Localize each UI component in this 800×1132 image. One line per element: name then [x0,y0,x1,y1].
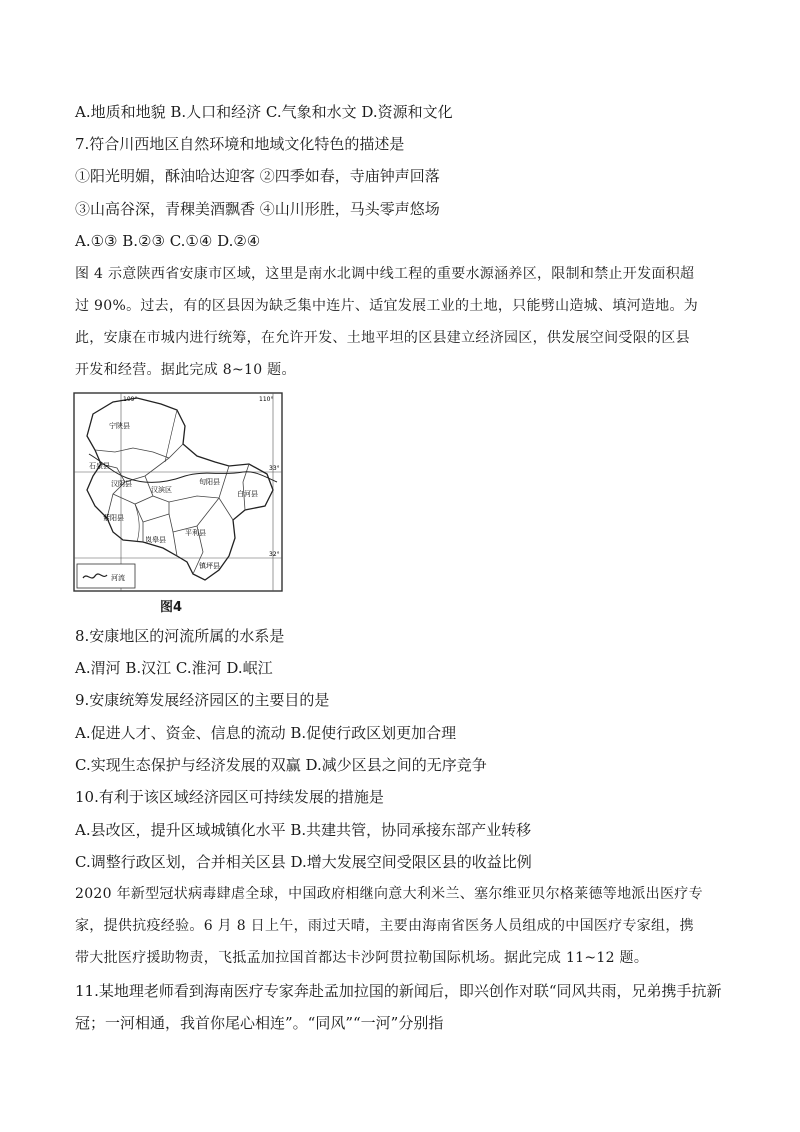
q6-options: A.地质和地貌 B.人口和经济 C.气象和水文 D.资源和文化 [75,103,453,121]
q9-options-ab: A.促进人才、资金、信息的流动 B.促使行政区划更加合理 [75,724,457,742]
county-label-hanyin: 汉阴县 [111,480,132,488]
lat-label-1: 33° [269,465,280,472]
passage-line-1: 图 4 示意陕西省安康市区域，这里是南水北调中线工程的重要水源涵养区，限制和禁止开发面积超 [75,266,695,282]
county-label-baihe: 白河县 [237,490,258,498]
passage2-line-1: 2020 年新型冠状病毒肆虐全球，中国政府相继向意大利米兰、塞尔维亚贝尔格莱德等地派出医疗专 [75,886,703,902]
county-label-hanbin: 汉滨区 [151,486,172,494]
county-label-shiquan: 石泉县 [89,462,110,470]
lat-label-2: 32° [269,551,280,558]
passage-line-2: 过 90%。过去，有的区县因为缺乏集中连片、适宜发展工业的土地，只能劈山造城、填河造地。为 [75,298,699,314]
q7-options: A.①③ B.②③ C.①④ D.②④ [75,232,261,250]
county-label-ziyang: 紫阳县 [103,514,124,522]
q11-line-2: 冠；一河相通，我首你尾心相连”。“同风”“一河”分别指 [75,1014,444,1032]
passage2-line-2: 家，提供抗疫经验。6 月 8 日上午，雨过天晴，主要由海南省医务人员组成的中国医疗专家组，携 [75,918,694,934]
passage-line-4: 开发和经营。据此完成 8~10 题。 [75,362,296,378]
passage-line-3: 此，安康在市城内进行统筹，在允许开发、土地平坦的区县建立经济园区，供发展空间受限的区县 [75,330,690,346]
ankang-map [73,392,283,592]
q7-stem: 7.符合川西地区自然环境和地域文化特色的描述是 [75,135,405,153]
county-label-langao: 岚皋县 [145,536,166,544]
lon-label-2: 110° [259,396,274,403]
q8-options: A.渭河 B.汉江 C.淮河 D.岷江 [75,659,273,677]
q10-options-ab: A.县改区，提升区域城镇化水平 B.共建共管，协同承接东部产业转移 [75,821,532,839]
county-label-ningshan: 宁陕县 [109,422,130,430]
county-label-pingli: 平利县 [185,529,206,537]
legend-river-label: 河流 [111,574,125,582]
q10-stem: 10.有利于该区域经济园区可持续发展的措施是 [75,788,384,806]
county-label-zhenping: 镇坪县 [199,562,220,570]
q11-line-1: 11.某地理老师看到海南医疗专家奔赴孟加拉国的新闻后，即兴创作对联“同风共雨，兄弟携手抗新 [75,982,722,1000]
passage2-line-3: 带大批医疗援助物责，飞抵孟加拉国首都达卡沙阿贯拉勒国际机场。据此完成 11~12 题。 [75,950,649,966]
q10-options-cd: C.调整行政区划，合并相关区县 D.增大发展空间受限区县的收益比例 [75,853,532,871]
q9-stem: 9.安康统筹发展经济园区的主要目的是 [75,691,330,709]
q7-item-3-4: ③山高谷深，青稞美酒飘香 ④山川形胜，马头零声悠场 [75,200,440,218]
q7-item-1-2: ①阳光明媚，酥油哈达迎客 ②四季如春，寺庙钟声回落 [75,167,440,185]
figure-caption: 图4 [160,600,183,615]
q8-stem: 8.安康地区的河流所属的水系是 [75,627,285,645]
q9-options-cd: C.实现生态保护与经济发展的双赢 D.减少区县之间的无序竞争 [75,756,487,774]
lon-label-1: 109° [123,396,138,403]
county-label-xunyang: 旬阳县 [199,478,220,486]
